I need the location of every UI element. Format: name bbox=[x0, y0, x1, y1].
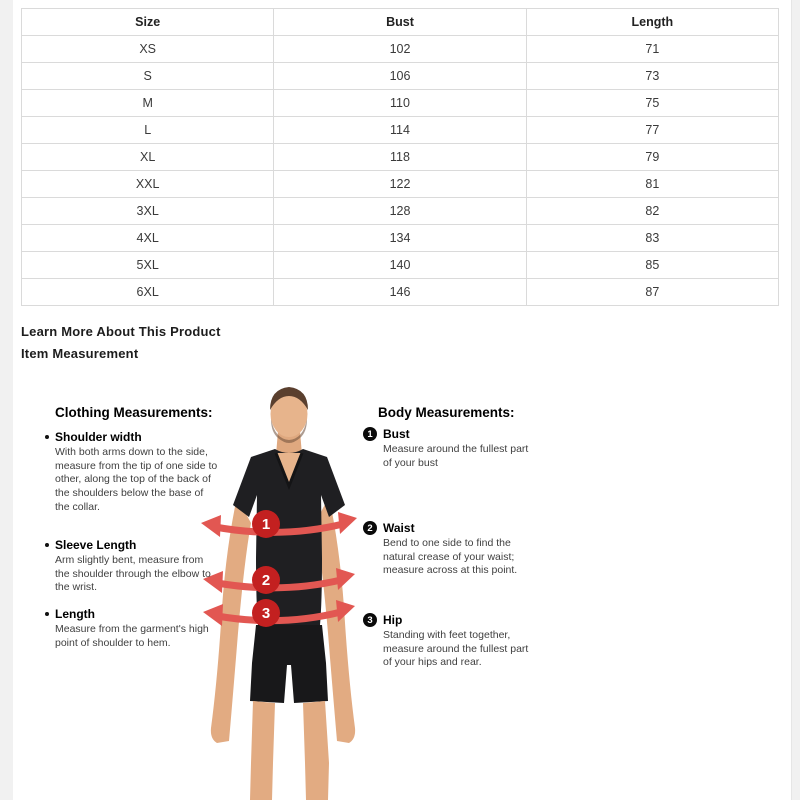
table-row bbox=[22, 225, 779, 252]
measurement-label: Sleeve Length bbox=[55, 538, 137, 552]
measurement-description: With both arms down to the side, measure from the tip of one side to other, along the top of the back of the shoulders below the base of the collar. bbox=[55, 446, 218, 513]
table-row bbox=[22, 198, 779, 225]
table-cell: 3XL bbox=[22, 198, 274, 225]
table-cell: 128 bbox=[274, 198, 526, 225]
table-cell: 140 bbox=[274, 252, 526, 279]
table-cell: 75 bbox=[526, 90, 778, 117]
measurement-label: Bust bbox=[383, 427, 410, 441]
model-shorts bbox=[250, 625, 328, 703]
body-measurement-item bbox=[363, 613, 529, 670]
measurement-description: Standing with feet together, measure around the fullest part of your hips and rear. bbox=[383, 629, 529, 669]
measurement-description: Bend to one side to find the natural crease of your waist; measure across at this point. bbox=[383, 537, 518, 577]
table-row bbox=[22, 63, 779, 90]
table-cell: 77 bbox=[526, 117, 778, 144]
table-cell: 79 bbox=[526, 144, 778, 171]
table-cell: 118 bbox=[274, 144, 526, 171]
svg-text:3: 3 bbox=[261, 605, 271, 622]
table-cell: XS bbox=[22, 36, 274, 63]
bullet-icon bbox=[45, 612, 49, 616]
table-row bbox=[22, 171, 779, 198]
table-cell: XL bbox=[22, 144, 274, 171]
clothing-measurement-item bbox=[43, 430, 221, 514]
measurement-label: Hip bbox=[383, 613, 403, 627]
table-row bbox=[22, 252, 779, 279]
body-measurement-item bbox=[363, 427, 529, 470]
clothing-measurements-title: Clothing Measurements: bbox=[55, 405, 213, 420]
item-measurement-heading: Item Measurement bbox=[21, 346, 139, 361]
table-cell: 73 bbox=[526, 63, 778, 90]
svg-text:2: 2 bbox=[261, 572, 271, 589]
number-badge-icon: 3 bbox=[363, 613, 377, 627]
table-row bbox=[22, 144, 779, 171]
table-cell: M bbox=[22, 90, 274, 117]
body-measurements-title: Body Measurements: bbox=[378, 405, 515, 420]
table-cell: 114 bbox=[274, 117, 526, 144]
clothing-measurement-item bbox=[43, 607, 221, 650]
table-row bbox=[22, 90, 779, 117]
table-cell: 110 bbox=[274, 90, 526, 117]
number-badge-icon: 2 bbox=[363, 521, 377, 535]
product-detail-content bbox=[13, 0, 792, 800]
learn-more-heading: Learn More About This Product bbox=[21, 324, 221, 339]
table-cell: L bbox=[22, 117, 274, 144]
body-measurement-item bbox=[363, 521, 523, 578]
header-row bbox=[22, 9, 779, 36]
bullet-icon bbox=[45, 435, 49, 439]
table-cell: 146 bbox=[274, 279, 526, 306]
table-cell: 6XL bbox=[22, 279, 274, 306]
table-cell: 82 bbox=[526, 198, 778, 225]
column-header: Size bbox=[22, 9, 274, 36]
measurement-label: Shoulder width bbox=[55, 430, 142, 444]
table-cell: 85 bbox=[526, 252, 778, 279]
measurement-description: Measure around the fullest part of your bust bbox=[383, 443, 529, 469]
measurement-guide bbox=[13, 380, 792, 800]
table-row bbox=[22, 279, 779, 306]
page-right-gutter bbox=[791, 0, 800, 800]
size-chart-header bbox=[22, 9, 779, 36]
column-header: Bust bbox=[274, 9, 526, 36]
table-cell: 102 bbox=[274, 36, 526, 63]
table-cell: S bbox=[22, 63, 274, 90]
table-cell: 4XL bbox=[22, 225, 274, 252]
table-cell: 87 bbox=[526, 279, 778, 306]
number-badge-icon: 1 bbox=[363, 427, 377, 441]
clothing-measurement-item bbox=[43, 538, 221, 595]
model-legs bbox=[250, 701, 275, 800]
table-cell: 122 bbox=[274, 171, 526, 198]
measurement-label: Waist bbox=[383, 521, 415, 535]
table-cell: 71 bbox=[526, 36, 778, 63]
table-cell: 81 bbox=[526, 171, 778, 198]
table-cell: 83 bbox=[526, 225, 778, 252]
measurement-description: Measure from the garment's high point of shoulder to hem. bbox=[55, 623, 209, 649]
table-row bbox=[22, 36, 779, 63]
size-chart-body bbox=[22, 36, 779, 306]
measurement-description: Arm slightly bent, measure from the shoulder through the elbow to the wrist. bbox=[55, 554, 211, 594]
measurement-label: Length bbox=[55, 607, 95, 621]
size-chart-table bbox=[21, 8, 779, 306]
table-cell: XXL bbox=[22, 171, 274, 198]
svg-text:1: 1 bbox=[261, 516, 271, 533]
bullet-icon bbox=[45, 543, 49, 547]
table-row bbox=[22, 117, 779, 144]
model-legs bbox=[303, 701, 329, 800]
column-header: Length bbox=[526, 9, 778, 36]
table-cell: 5XL bbox=[22, 252, 274, 279]
table-cell: 106 bbox=[274, 63, 526, 90]
table-cell: 134 bbox=[274, 225, 526, 252]
